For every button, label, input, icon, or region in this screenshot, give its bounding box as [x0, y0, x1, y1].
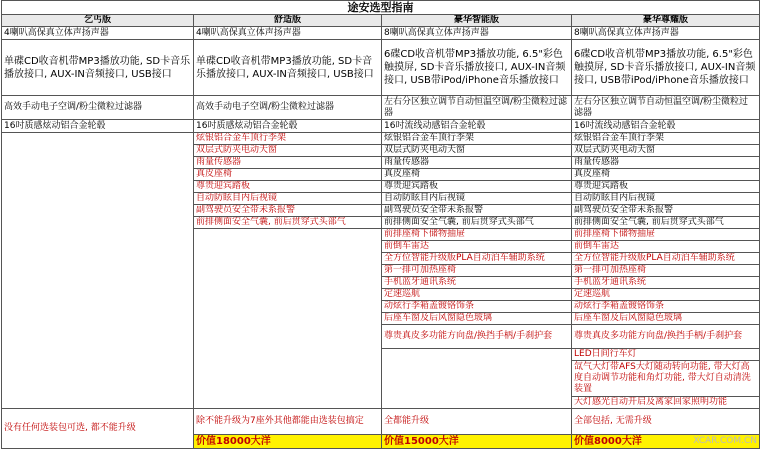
cell-ac-luxury: 左右分区独立调节自动恒温空调/粉尘微粒过滤器 [572, 96, 760, 120]
cell-speakers-basic: 4喇叭高保真立体声扬声器 [2, 27, 194, 40]
feature-comfort: 双层式防夹电动天窗 [194, 145, 382, 157]
feature-smart: 后座车窗及后风窗隐色玻璃 [382, 313, 572, 325]
cell-empty-comfort [194, 229, 382, 409]
feature-luxury: 全方位智能升级版PLA自动泊车辅助系统 [572, 253, 760, 265]
feature-comfort: 前排侧面安全气囊, 前后贯穿式头部气 [194, 217, 382, 229]
feature-comfort: 炫银铝合金车顶行李架 [194, 133, 382, 145]
feature-smart: 定速巡航 [382, 289, 572, 301]
upgrade-note-basic: 没有任何选装包可选, 都不能升级 [2, 409, 194, 449]
cell-speakers-smart: 8喇叭高保真立体声扬声器 [382, 27, 572, 40]
feature-smart: 前倒车雷达 [382, 241, 572, 253]
feature-luxury-only: 氙气大灯带AFS大灯随动转向功能, 带大灯高度自动调节功能和角灯功能, 带大灯自动清洗装置 [572, 361, 760, 397]
cell-empty-smart [382, 349, 572, 409]
feature-luxury-base: 尊贵迎宾踏板 [572, 181, 760, 193]
feature-smart-base: 双层式防夹电动天窗 [382, 145, 572, 157]
cell-audio-comfort: 单碟CD收音机带MP3播放功能, SD卡音乐播放接口, AUX-IN音频接口, USB接口 [194, 40, 382, 96]
feature-luxury-base: 雨量传感器 [572, 157, 760, 169]
upgrade-note-luxury: 全部包括, 无需升级 [572, 409, 760, 435]
page-title: 途安选型指南 [2, 1, 760, 15]
feature-luxury-only: 大灯感光自动开启及离家回家照明功能 [572, 397, 760, 409]
header-luxury: 豪华尊耀版 [572, 15, 760, 27]
feature-comfort: 真皮座椅 [194, 169, 382, 181]
cell-audio-basic: 单碟CD收音机带MP3播放功能, SD卡音乐播放接口, AUX-IN音频接口, USB接口 [2, 40, 194, 96]
feature-luxury-base: 真皮座椅 [572, 169, 760, 181]
feature-comfort: 自动防眩目内后视镜 [194, 193, 382, 205]
feature-smart-base: 副驾驶员安全带未系报警 [382, 205, 572, 217]
header-comfort: 舒适版 [194, 15, 382, 27]
feature-luxury: 前倒车雷达 [572, 241, 760, 253]
feature-luxury-base: 炫银铝合金车顶行李架 [572, 133, 760, 145]
cell-wheels-comfort: 16吋质感炫动铝合金轮毂 [194, 120, 382, 133]
feature-luxury-only: LED日间行车灯 [572, 349, 760, 361]
feature-smart: 动炫行李箱盖镀铬饰条 [382, 301, 572, 313]
feature-luxury: 动炫行李箱盖镀铬饰条 [572, 301, 760, 313]
cell-speakers-comfort: 4喇叭高保真立体声扬声器 [194, 27, 382, 40]
selection-guide-table [1, 0, 760, 449]
price-luxury [572, 435, 760, 449]
feature-luxury: 前排座椅下储物抽屉 [572, 229, 760, 241]
cell-ac-smart: 左右分区独立调节自动恒温空调/粉尘微粒过滤器 [382, 96, 572, 120]
feature-luxury: 第一排可加热座椅 [572, 265, 760, 277]
feature-luxury-base: 前排侧面安全气囊, 前后贯穿式头部气 [572, 217, 760, 229]
feature-smart-base: 前排侧面安全气囊, 前后贯穿式头部气 [382, 217, 572, 229]
feature-smart-base: 真皮座椅 [382, 169, 572, 181]
cell-empty-basic [2, 229, 194, 409]
cell-wheels-smart: 16吋流线动感铝合金轮毂 [382, 120, 572, 133]
price-comfort: 价值18000大洋 [194, 435, 382, 449]
feature-smart: 前排座椅下储物抽屉 [382, 229, 572, 241]
feature-comfort: 雨量传感器 [194, 157, 382, 169]
feature-smart: 手机蓝牙通讯系统 [382, 277, 572, 289]
upgrade-note-comfort: 除不能升级为7座外其他都能由选装包搞定 [194, 409, 382, 435]
cell-wheels-basic: 16吋质感炫动铝合金轮毂 [2, 120, 194, 133]
feature-smart-base: 炫银铝合金车顶行李架 [382, 133, 572, 145]
feature-luxury: 手机蓝牙通讯系统 [572, 277, 760, 289]
feature-luxury-base: 双层式防夹电动天窗 [572, 145, 760, 157]
cell-audio-luxury: 6碟CD收音机带MP3播放功能, 6.5"彩色触摸屏, SD卡音乐播放接口, AUX-IN音频接口, USB带iPod/iPhone音乐播放接口 [572, 40, 760, 96]
feature-smart-base: 雨量传感器 [382, 157, 572, 169]
cell-wheels-luxury: 16吋流线动感铝合金轮毂 [572, 120, 760, 133]
header-basic: 乞丐版 [2, 15, 194, 27]
cell-audio-smart: 6碟CD收音机带MP3播放功能, 6.5"彩色触摸屏, SD卡音乐播放接口, AUX-IN音频接口, USB带iPod/iPhone音乐播放接口 [382, 40, 572, 96]
feature-smart: 全方位智能升级版PLA自动泊车辅助系统 [382, 253, 572, 265]
feature-smart: 第一排可加热座椅 [382, 265, 572, 277]
cell-ac-comfort: 高效手动电子空调/粉尘微粒过滤器 [194, 96, 382, 120]
cell-empty-basic [2, 133, 194, 229]
price-smart: 价值15000大洋 [382, 435, 572, 449]
feature-luxury-base: 副驾驶员安全带未系报警 [572, 205, 760, 217]
cell-ac-basic: 高效手动电子空调/粉尘微粒过滤器 [2, 96, 194, 120]
feature-luxury: 后座车窗及后风窗隐色玻璃 [572, 313, 760, 325]
feature-luxury-base: 自动防眩目内后视镜 [572, 193, 760, 205]
header-smart: 豪华智能版 [382, 15, 572, 27]
feature-comfort: 副驾驶员安全带未系报警 [194, 205, 382, 217]
upgrade-note-smart: 全都能升级 [382, 409, 572, 435]
feature-smart: 尊贵真皮多功能方向盘/换挡手柄/手刹护套 [382, 325, 572, 349]
feature-smart-base: 尊贵迎宾踏板 [382, 181, 572, 193]
cell-speakers-luxury: 8喇叭高保真立体声扬声器 [572, 27, 760, 40]
feature-luxury: 定速巡航 [572, 289, 760, 301]
feature-luxury: 尊贵真皮多功能方向盘/换挡手柄/手刹护套 [572, 325, 760, 349]
watermark: XCAR.COM.CN [693, 436, 757, 446]
feature-smart-base: 自动防眩目内后视镜 [382, 193, 572, 205]
price-luxury-label: 价值8000大洋 [574, 436, 642, 447]
feature-comfort: 尊贵迎宾踏板 [194, 181, 382, 193]
